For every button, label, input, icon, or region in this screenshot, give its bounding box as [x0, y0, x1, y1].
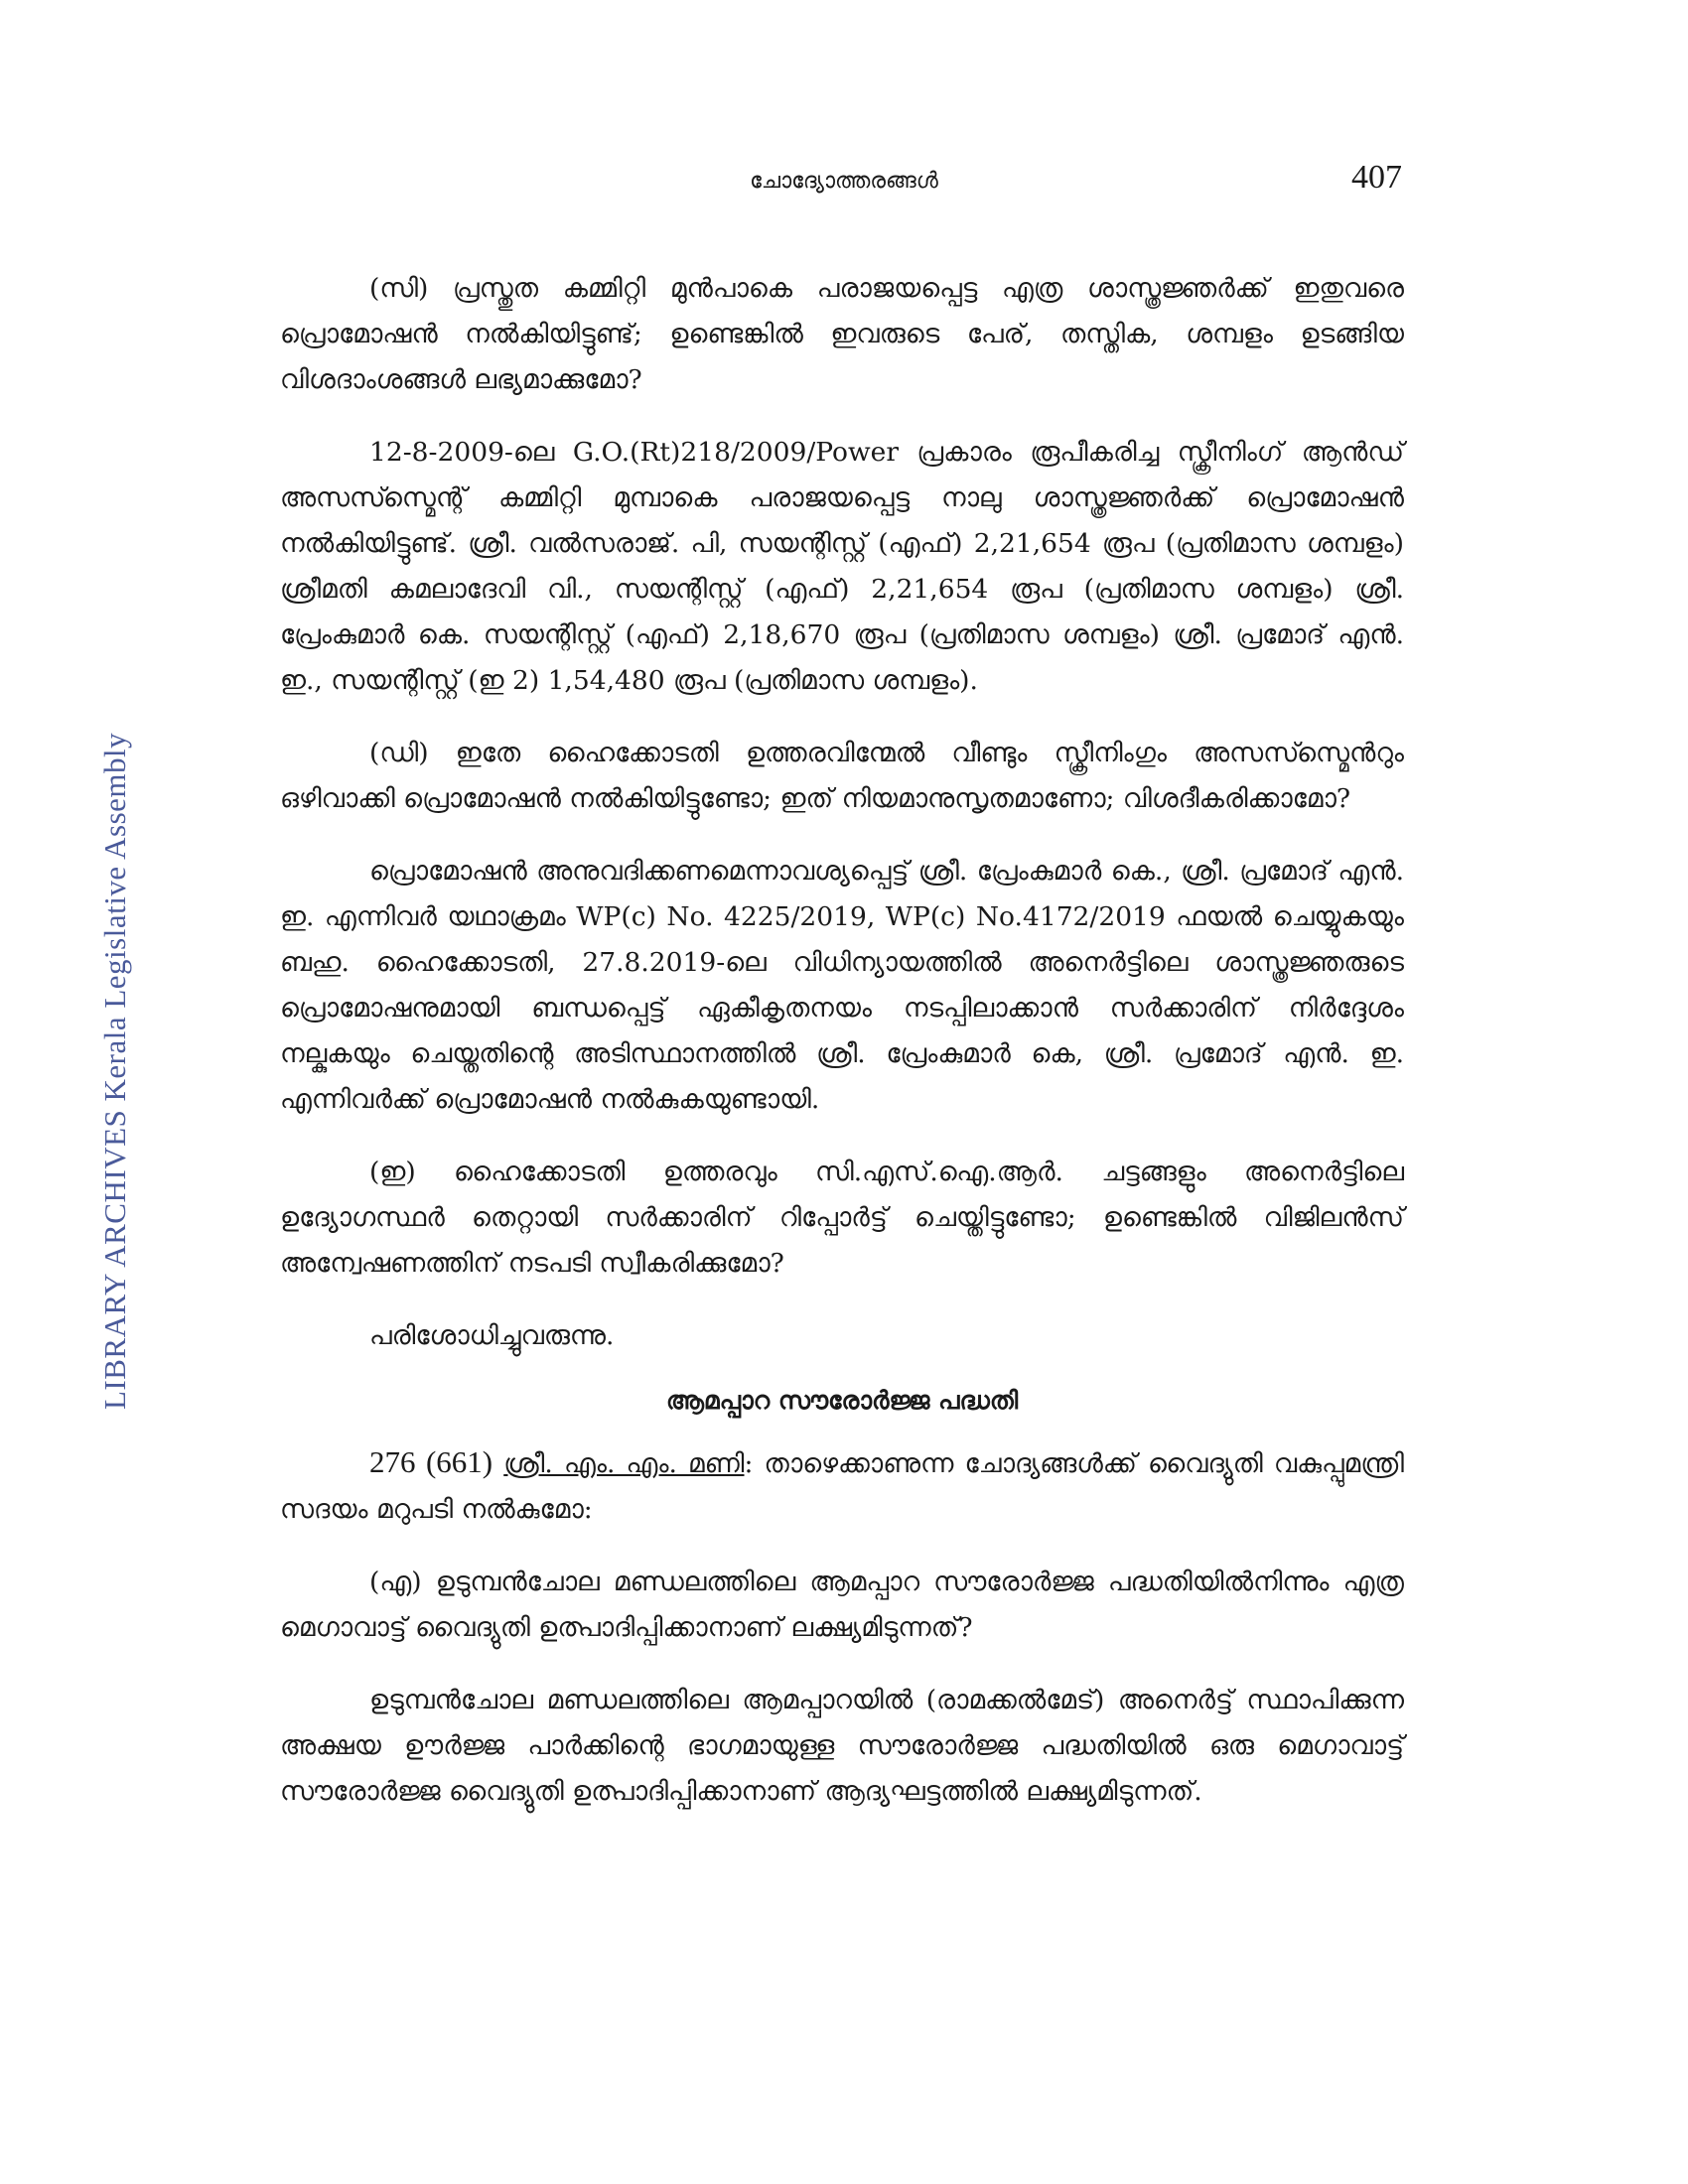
answer-c: 12-8-2009-ലെ G.O.(Rt)218/2009/Power പ്രകാരം രൂപീകരിച്ച സ്ക്രീനിംഗ് ആൻഡ് അസസ്സ്മെന്റ് കമ്മിറ്റി മുമ്പാകെ പരാജയപ്പെട്ട നാലു ശാസ്ത്രജ്ഞർക്ക് പ്രൊമോഷൻ നൽകിയിട്ടുണ്ട്. ശ്രീ. വൽസരാജ്. പി, സയന്റിസ്റ്റ് (എഫ്) 2,21,654 രൂപ (പ്രതിമാസ ശമ്പളം) ശ്രീമതി കമലാദേവി വി., സയന്റിസ്റ്റ് (എഫ്) 2,21,654 രൂപ (പ്രതിമാസ ശമ്പളം) ശ്രീ. പ്രേംകുമാർ കെ. സയന്റിസ്റ്റ് (എഫ്) 2,18,670 രൂപ (പ്രതിമാസ ശമ്പളം) ശ്രീ. പ്രമോദ് എൻ. ഇ., സയന്റിസ്റ്റ് (ഇ 2) 1,54,480 രൂപ (പ്രതിമാസ ശമ്പളം). [280, 437, 1404, 696]
member-name: ശ്രീ. എം. എം. മണി [503, 1448, 745, 1479]
page-body [280, 266, 1404, 1842]
answer-a: ഉടുമ്പൻചോല മണ്ഡലത്തിലെ ആമപ്പാറയിൽ (രാമക്കൽമേട്) അനെർട്ട് സ്ഥാപിക്കുന്ന അക്ഷയ ഊർജ്ജ പാർക്കിന്റെ ഭാഗമായുള്ള സൗരോർജ്ജ പദ്ധതിയിൽ ഒരു മെഗാവാട്ട് സൗരോർജ്ജ വൈദ്യുതി ഉത്പാദിപ്പിക്കാനാണ് ആദ്യഘട്ടത്തിൽ ലക്ഷ്യമിടുന്നത്. [280, 1685, 1404, 1807]
question-intro [280, 1439, 1404, 1533]
question-e: (ഇ) ഹൈക്കോടതി ഉത്തരവും സി.എസ്.ഐ.ആർ. ചട്ടങ്ങളും അനെർട്ടിലെ ഉദ്യോഗസ്ഥർ തെറ്റായി സർക്കാരിന് റിപ്പോർട്ട് ചെയ്തിട്ടുണ്ടോ; ഉണ്ടെങ്കിൽ വിജിലൻസ് അന്വേഷണത്തിന് നടപടി സ്വീകരിക്കുമോ? [280, 1157, 1404, 1279]
section-heading: ആമപ്പാറ സൗരോർജ്ജ പദ്ധതി [665, 1386, 1019, 1415]
question-d: (ഡി) ഇതേ ഹൈക്കോടതി ഉത്തരവിന്മേൽ വീണ്ടും സ്ക്രീനിംഗും അസസ്സ്മെൻറും ഒഴിവാക്കി പ്രൊമോഷൻ നൽകിയിട്ടുണ്ടോ; ഇത് നിയമാനുസൃതമാണോ; വിശദീകരിക്കാമോ? [280, 738, 1404, 814]
question-a: (എ) ഉടുമ്പൻചോല മണ്ഡലത്തിലെ ആമപ്പാറ സൗരോർജ്ജ പദ്ധതിയിൽനിന്നും എത്ര മെഗാവാട്ട് വൈദ്യുതി ഉത്പാദിപ്പിക്കാനാണ് ലക്ഷ്യമിടുന്നത്? [280, 1567, 1404, 1643]
page-number: 407 [1351, 159, 1402, 196]
question-intro-text: : താഴെക്കാണുന്ന ചോദ്യങ്ങൾക്ക് വൈദ്യുതി വകുപ്പുമന്ത്രി സദയം മറുപടി നൽകുമോ: [280, 1448, 1404, 1525]
archive-watermark: LIBRARY ARCHIVES Kerala Legislative Assembly [97, 732, 132, 1410]
answer-e: പരിശോധിച്ചുവരുന്നു. [369, 1320, 615, 1351]
answer-d: പ്രൊമോഷൻ അനുവദിക്കണമെന്നാവശ്യപ്പെട്ട് ശ്രീ. പ്രേംകുമാർ കെ., ശ്രീ. പ്രമോദ് എൻ. ഇ. എന്നിവർ യഥാക്രമം WP(c) No. 4225/2019, WP(c) No.4172/2019 ഫയൽ ചെയ്യുകയും ബഹു. ഹൈക്കോടതി, 27.8.2019-ലെ വിധിന്യായത്തിൽ അനെർട്ടിലെ ശാസ്ത്രജ്ഞരുടെ പ്രൊമോഷനുമായി ബന്ധപ്പെട്ട് ഏകീകൃതനയം നടപ്പിലാക്കാൻ സർക്കാരിന് നിർദ്ദേശം നല്കുകയും ചെയ്തതിന്റെ അടിസ്ഥാനത്തിൽ ശ്രീ. പ്രേംകുമാർ കെ, ശ്രീ. പ്രമോദ് എൻ. ഇ. എന്നിവർക്ക് പ്രൊമോഷൻ നൽകുകയുണ്ടായി. [280, 856, 1404, 1115]
running-head: ചോദ്യോത്തരങ്ങൾ [750, 169, 938, 194]
question-number: 276 (661) [369, 1444, 493, 1479]
question-c: (സി) പ്രസ്തുത കമ്മിറ്റി മുൻപാകെ പരാജയപ്പെട്ട എത്ര ശാസ്ത്രജ്ഞർക്ക് ഇതുവരെ പ്രൊമോഷൻ നൽകിയിട്ടുണ്ട്; ഉണ്ടെങ്കിൽ ഇവരുടെ പേര്, തസ്തിക, ശമ്പളം ഉടങ്ങിയ വിശദാംശങ്ങൾ ലഭ്യമാക്കുമോ? [280, 273, 1404, 395]
